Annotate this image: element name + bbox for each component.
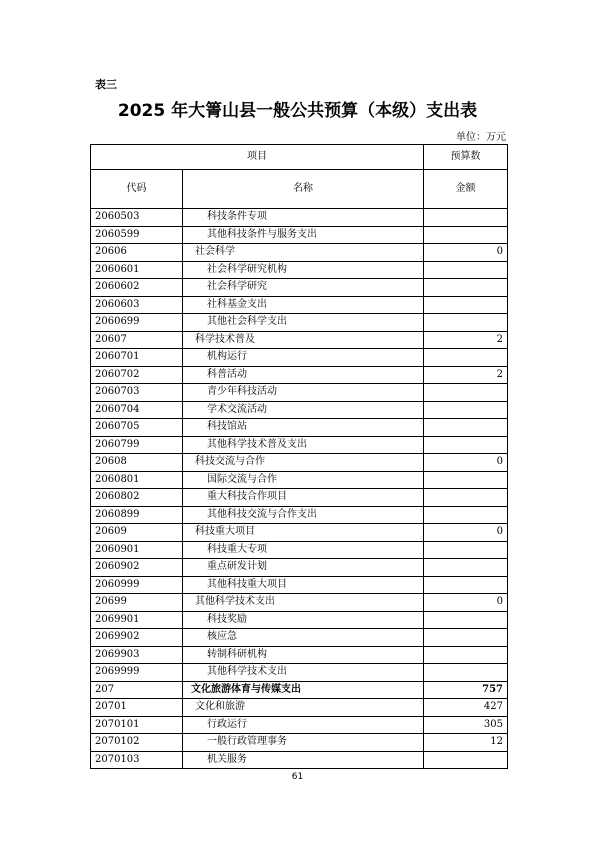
row-name: 文化和旅游 <box>183 699 424 717</box>
row-code: 20607 <box>91 331 183 349</box>
table-row <box>91 279 508 297</box>
row-code: 2060603 <box>91 296 183 314</box>
table-row <box>91 244 508 262</box>
row-amount <box>424 751 508 769</box>
row-name: 其他科技交流与合作支出 <box>183 506 424 524</box>
table-body <box>91 209 508 769</box>
row-code: 2060802 <box>91 489 183 507</box>
row-code: 2060902 <box>91 559 183 577</box>
row-amount <box>424 384 508 402</box>
table-row <box>91 594 508 612</box>
row-code: 2069902 <box>91 629 183 647</box>
row-name: 国际交流与合作 <box>183 471 424 489</box>
table-row <box>91 366 508 384</box>
row-amount <box>424 471 508 489</box>
row-name: 社会科学研究机构 <box>183 261 424 279</box>
row-code: 2060899 <box>91 506 183 524</box>
table-row <box>91 209 508 227</box>
row-amount <box>424 559 508 577</box>
row-amount <box>424 226 508 244</box>
row-amount <box>424 611 508 629</box>
table-row <box>91 384 508 402</box>
row-name: 社会科学研究 <box>183 279 424 297</box>
row-amount: 2 <box>424 366 508 384</box>
row-code: 2060503 <box>91 209 183 227</box>
row-code: 207 <box>91 681 183 699</box>
row-code: 20609 <box>91 524 183 542</box>
header-row-2 <box>91 170 508 209</box>
header-amount: 金额 <box>424 170 508 209</box>
row-amount: 0 <box>424 244 508 262</box>
row-code: 2069999 <box>91 664 183 682</box>
table-row <box>91 559 508 577</box>
row-amount: 12 <box>424 734 508 752</box>
header-budget: 预算数 <box>424 145 508 170</box>
table-row <box>91 734 508 752</box>
table-row <box>91 646 508 664</box>
row-amount <box>424 349 508 367</box>
page-title: 2025 年大箐山县一般公共预算（本级）支出表 <box>117 101 478 121</box>
table-label: 表三 <box>95 78 117 91</box>
header-project: 项目 <box>91 145 424 170</box>
table-row <box>91 261 508 279</box>
row-amount <box>424 646 508 664</box>
row-amount <box>424 279 508 297</box>
row-code: 2060602 <box>91 279 183 297</box>
row-name: 机关服务 <box>183 751 424 769</box>
row-amount <box>424 489 508 507</box>
row-name: 学术交流活动 <box>183 401 424 419</box>
table-row <box>91 419 508 437</box>
row-code: 2060701 <box>91 349 183 367</box>
row-amount: 2 <box>424 331 508 349</box>
row-amount <box>424 401 508 419</box>
row-code: 2060702 <box>91 366 183 384</box>
row-name: 科技馆站 <box>183 419 424 437</box>
row-code: 2069901 <box>91 611 183 629</box>
row-name: 其他社会科学支出 <box>183 314 424 332</box>
table-row <box>91 751 508 769</box>
header-name: 名称 <box>183 170 424 209</box>
row-code: 2060801 <box>91 471 183 489</box>
row-amount: 0 <box>424 454 508 472</box>
row-code: 2060699 <box>91 314 183 332</box>
table-row <box>91 664 508 682</box>
table-row <box>91 541 508 559</box>
page-number: 61 <box>291 772 304 782</box>
table-row <box>91 226 508 244</box>
header-code: 代码 <box>91 170 183 209</box>
row-name: 科学技术普及 <box>183 331 424 349</box>
row-code: 2060703 <box>91 384 183 402</box>
row-amount: 0 <box>424 524 508 542</box>
row-code: 2060704 <box>91 401 183 419</box>
row-amount <box>424 664 508 682</box>
table-row <box>91 716 508 734</box>
row-name: 科技交流与合作 <box>183 454 424 472</box>
row-name: 其他科学技术支出 <box>183 664 424 682</box>
row-amount <box>424 629 508 647</box>
row-name: 重点研发计划 <box>183 559 424 577</box>
table-row <box>91 489 508 507</box>
table-row <box>91 699 508 717</box>
row-code: 20701 <box>91 699 183 717</box>
row-name: 科技奖励 <box>183 611 424 629</box>
row-name: 一般行政管理事务 <box>183 734 424 752</box>
row-amount <box>424 541 508 559</box>
row-amount: 305 <box>424 716 508 734</box>
row-name: 重大科技合作项目 <box>183 489 424 507</box>
row-name: 其他科技条件与服务支出 <box>183 226 424 244</box>
table-row <box>91 611 508 629</box>
row-code: 2060999 <box>91 576 183 594</box>
header-row-1 <box>91 145 508 170</box>
row-code: 2070101 <box>91 716 183 734</box>
row-name: 其他科学技术支出 <box>183 594 424 612</box>
row-amount <box>424 436 508 454</box>
row-amount <box>424 261 508 279</box>
table-row <box>91 331 508 349</box>
table-row <box>91 296 508 314</box>
budget-table <box>90 144 508 769</box>
row-code: 2069903 <box>91 646 183 664</box>
row-code: 20608 <box>91 454 183 472</box>
table-row <box>91 576 508 594</box>
row-code: 2070103 <box>91 751 183 769</box>
row-name: 社科基金支出 <box>183 296 424 314</box>
row-amount <box>424 576 508 594</box>
table-row <box>91 524 508 542</box>
row-name: 核应急 <box>183 629 424 647</box>
table-row <box>91 506 508 524</box>
row-name: 社会科学 <box>183 244 424 262</box>
row-name: 科技重大专项 <box>183 541 424 559</box>
row-code: 2060705 <box>91 419 183 437</box>
table-row <box>91 401 508 419</box>
row-amount <box>424 209 508 227</box>
row-amount <box>424 419 508 437</box>
row-code: 20606 <box>91 244 183 262</box>
row-name: 科技条件专项 <box>183 209 424 227</box>
row-amount <box>424 506 508 524</box>
row-name: 文化旅游体育与传媒支出 <box>183 681 424 699</box>
unit-label: 单位：万元 <box>456 132 506 143</box>
table-row <box>91 629 508 647</box>
row-amount <box>424 296 508 314</box>
row-code: 20699 <box>91 594 183 612</box>
row-name: 青少年科技活动 <box>183 384 424 402</box>
row-name: 其他科学技术普及支出 <box>183 436 424 454</box>
row-name: 科技重大项目 <box>183 524 424 542</box>
row-name: 科普活动 <box>183 366 424 384</box>
row-amount: 427 <box>424 699 508 717</box>
row-name: 行政运行 <box>183 716 424 734</box>
row-amount <box>424 314 508 332</box>
row-amount: 757 <box>424 681 508 699</box>
table-row <box>91 471 508 489</box>
table-row <box>91 436 508 454</box>
row-code: 2070102 <box>91 734 183 752</box>
row-code: 2060601 <box>91 261 183 279</box>
row-code: 2060901 <box>91 541 183 559</box>
row-code: 2060799 <box>91 436 183 454</box>
row-name: 转制科研机构 <box>183 646 424 664</box>
table-row <box>91 349 508 367</box>
row-amount: 0 <box>424 594 508 612</box>
row-code: 2060599 <box>91 226 183 244</box>
table-row <box>91 314 508 332</box>
table-row <box>91 454 508 472</box>
table-row <box>91 681 508 699</box>
row-name: 其他科技重大项目 <box>183 576 424 594</box>
row-name: 机构运行 <box>183 349 424 367</box>
